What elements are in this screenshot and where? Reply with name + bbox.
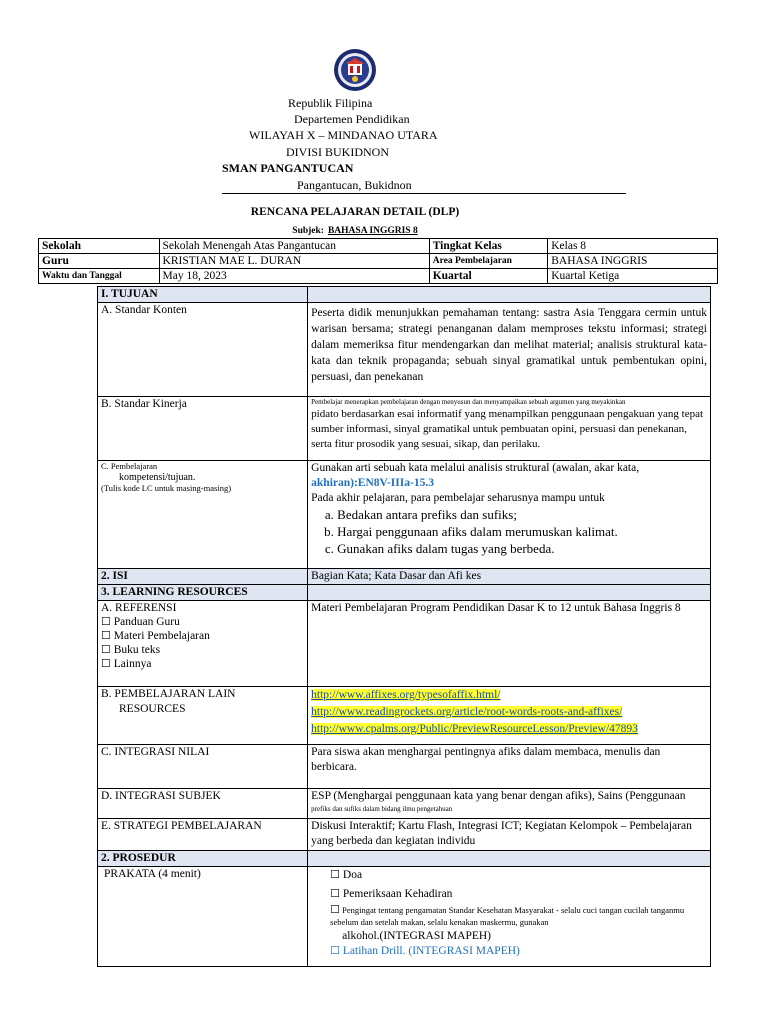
sekolah-value: Sekolah Menengah Atas Pangantucan <box>159 239 429 254</box>
isi-text: Bagian Kata; Kata Dasar dan Afi kes <box>308 569 711 585</box>
pembelajaran-cell <box>308 461 711 569</box>
prakata-label: PRAKATA (4 menit) <box>98 867 308 967</box>
pembelajaran-label-2: kompetensi/tujuan. <box>119 472 196 483</box>
referensi-text: Materi Pembelajaran Program Pendidikan Dasar K to 12 untuk Bahasa Inggris 8 <box>308 601 711 687</box>
pembelajaran-text-2: Pada akhir pelajaran, para pembelajar seharusnya mampu untuk <box>311 492 605 504</box>
table-row <box>98 397 711 461</box>
info-row <box>39 254 718 269</box>
checkbox-icon: ☐ <box>330 945 341 957</box>
lain-label-1: B. PEMBELAJARAN LAIN <box>101 688 236 700</box>
resource-link[interactable]: http://www.readingrockets.org/article/root-words-roots-and-affixes/ <box>311 706 623 718</box>
info-table <box>38 238 718 284</box>
referensi-cell <box>98 601 308 687</box>
table-row <box>98 867 711 967</box>
lain-label-2: RESOURCES <box>119 703 186 715</box>
section-row <box>98 569 711 585</box>
lc-code: akhiran):EN8V-IIIa-15.3 <box>311 477 434 489</box>
section-row <box>98 851 711 867</box>
subject-label: Subjek: <box>292 226 324 236</box>
table-row <box>98 687 711 745</box>
integrasi-nilai-text: Para siswa akan menghargai pentingnya afiks dalam membaca, menulis dan berbicara. <box>308 745 711 789</box>
referensi-item: ☐ Lainnya <box>101 658 152 670</box>
resources-heading: 3. LEARNING RESOURCES <box>98 585 308 601</box>
header-country: Republik Filipina <box>288 96 373 110</box>
prosedur-heading: 2. PROSEDUR <box>98 851 308 867</box>
header-divider <box>222 193 626 194</box>
standar-kinerja-cell <box>308 397 711 461</box>
standar-kinerja-label: B. Standar Kinerja <box>98 397 308 461</box>
table-row <box>98 789 711 819</box>
integrasi-subjek-cell <box>308 789 711 819</box>
lain-label-cell <box>98 687 308 745</box>
pembelajaran-label-3: (Tulis kode LC untuk masing-masing) <box>101 483 232 493</box>
checkbox-icon: ☐ <box>101 658 111 670</box>
tingkat-label: Tingkat Kelas <box>429 239 548 254</box>
objective-item: a. Bedakan antara prefiks dan sufiks; <box>337 506 707 523</box>
prakata-item: ☐ Pengingat tentang pengamatan Standar Kesehatan Masyarakat - selalu cuci tangan cucilah tanganmu sebelum dan setelah makan, selalu kenakan maskermu, gunakan <box>330 904 685 927</box>
info-row <box>39 239 718 254</box>
prakata-item: ☐ Doa <box>330 869 363 881</box>
deped-seal-logo <box>333 48 377 92</box>
standar-konten-label: A. Standar Konten <box>98 303 308 397</box>
table-row <box>98 745 711 789</box>
header-division: DIVISI BUKIDNON <box>286 145 389 159</box>
standar-konten-text: Peserta didik menunjukkan pemahaman tentang: sastra Asia Tenggara cermin untuk warisan bersama; strategi penanganan dalam memproses tekstu informasi; strategi dalam memeriksa fitur mendengarkan dan melihat material; analisis struktural kata-kata dan teknik propaganda; sebuah sinyal gramatikal untuk pembentukan opini, persuasi, dan penekanan <box>308 303 711 397</box>
subject-line <box>0 220 710 238</box>
referensi-item: ☐ Panduan Guru <box>101 616 180 628</box>
referensi-label: A. REFERENSI <box>101 602 177 614</box>
lesson-plan-table <box>97 286 711 967</box>
prakata-item-end: alkohol.(INTEGRASI MAPEH) <box>342 930 492 942</box>
integrasi-nilai-label: C. INTEGRASI NILAI <box>98 745 308 789</box>
table-row <box>98 601 711 687</box>
prakata-item: ☐ Pemeriksaan Kehadiran <box>330 888 453 900</box>
guru-label: Guru <box>39 254 160 269</box>
tujuan-heading: I. TUJUAN <box>98 287 308 303</box>
objective-item: c. Gunakan afiks dalam tugas yang berbeda. <box>337 540 707 557</box>
subject-value: BAHASA INGGRIS 8 <box>327 226 418 236</box>
standar-kinerja-small: Pembelajar menerapkan pembelajaran dengan menyusun dan menyampaikan sebuah argumen yang meyakinkan <box>311 398 626 406</box>
header-address: Pangantucan, Bukidnon <box>297 178 412 192</box>
prakata-item: ☐ Latihan Drill. (INTEGRASI MAPEH) <box>330 945 520 957</box>
guru-value: KRISTIAN MAE L. DURAN <box>159 254 429 269</box>
integrasi-subjek-label: D. INTEGRASI SUBJEK <box>98 789 308 819</box>
header-school: SMAN PANGANTUCAN <box>222 161 354 175</box>
sekolah-label: Sekolah <box>39 239 160 254</box>
checkbox-icon: ☐ <box>101 630 111 642</box>
area-value: BAHASA INGGRIS <box>548 254 718 269</box>
links-cell <box>308 687 711 745</box>
checkbox-icon: ☐ <box>330 904 341 916</box>
table-row <box>98 819 711 851</box>
integrasi-subjek-small: prefiks dan sufiks dalam bidang ilmu pengetahuan <box>311 805 453 813</box>
standar-kinerja-text: pidato berdasarkan esai informatif yang menampilkan penggunaan pengakuan yang tepat sumber informasi, sinyal gramatikal untuk pembuatan opini, persuasi dan penekanan, serta fitur prosodik yang sesuai, sikap, dan perilaku. <box>311 408 704 450</box>
header-department: Departemen Pendidikan <box>294 112 410 126</box>
pembelajaran-text-1: Gunakan arti sebuah kata melalui analisis struktural (awalan, akar kata, <box>311 462 640 474</box>
section-row <box>98 287 711 303</box>
table-row <box>98 303 711 397</box>
pembelajaran-label-1: C. Pembelajaran <box>101 461 158 471</box>
kuartal-label: Kuartal <box>429 269 548 284</box>
referensi-item: ☐ Buku teks <box>101 644 161 656</box>
info-row <box>39 269 718 284</box>
pembelajaran-label-cell <box>98 461 308 569</box>
tingkat-value: Kelas 8 <box>548 239 718 254</box>
isi-heading: 2. ISI <box>98 569 308 585</box>
strategi-label: E. STRATEGI PEMBELAJARAN <box>98 819 308 851</box>
integrasi-subjek-text: ESP (Menghargai penggunaan kata yang benar dengan afiks), Sains (Penggunaan <box>311 790 686 802</box>
checkbox-icon: ☐ <box>101 644 111 656</box>
resource-link[interactable]: http://www.affixes.org/typesofaffix.html/ <box>311 689 501 701</box>
objective-item: b. Hargai penggunaan afiks dalam merumuskan kalimat. <box>337 523 707 540</box>
area-label: Area Pembelajaran <box>429 254 548 269</box>
referensi-item: ☐ Materi Pembelajaran <box>101 630 210 642</box>
checkbox-icon: ☐ <box>330 869 341 881</box>
strategi-text: Diskusi Interaktif; Kartu Flash, Integrasi ICT; Kegiatan Kelompok – Pembelajaran yang berbeda dan kegiatan individu <box>308 819 711 851</box>
header-region: WILAYAH X – MINDANAO UTARA <box>249 128 438 142</box>
resource-link[interactable]: http://www.cpalms.org/Public/PreviewResourceLesson/Preview/47893 <box>311 723 638 735</box>
kuartal-value: Kuartal Ketiga <box>548 269 718 284</box>
document-title: RENCANA PELAJARAN DETAIL (DLP) <box>250 206 460 218</box>
checkbox-icon: ☐ <box>101 616 111 628</box>
section-row <box>98 585 711 601</box>
waktu-value: May 18, 2023 <box>159 269 429 284</box>
prakata-cell <box>308 867 711 967</box>
table-row <box>98 461 711 569</box>
objectives-list <box>311 506 707 557</box>
waktu-label: Waktu dan Tanggal <box>39 269 160 284</box>
checkbox-icon: ☐ <box>330 888 341 900</box>
